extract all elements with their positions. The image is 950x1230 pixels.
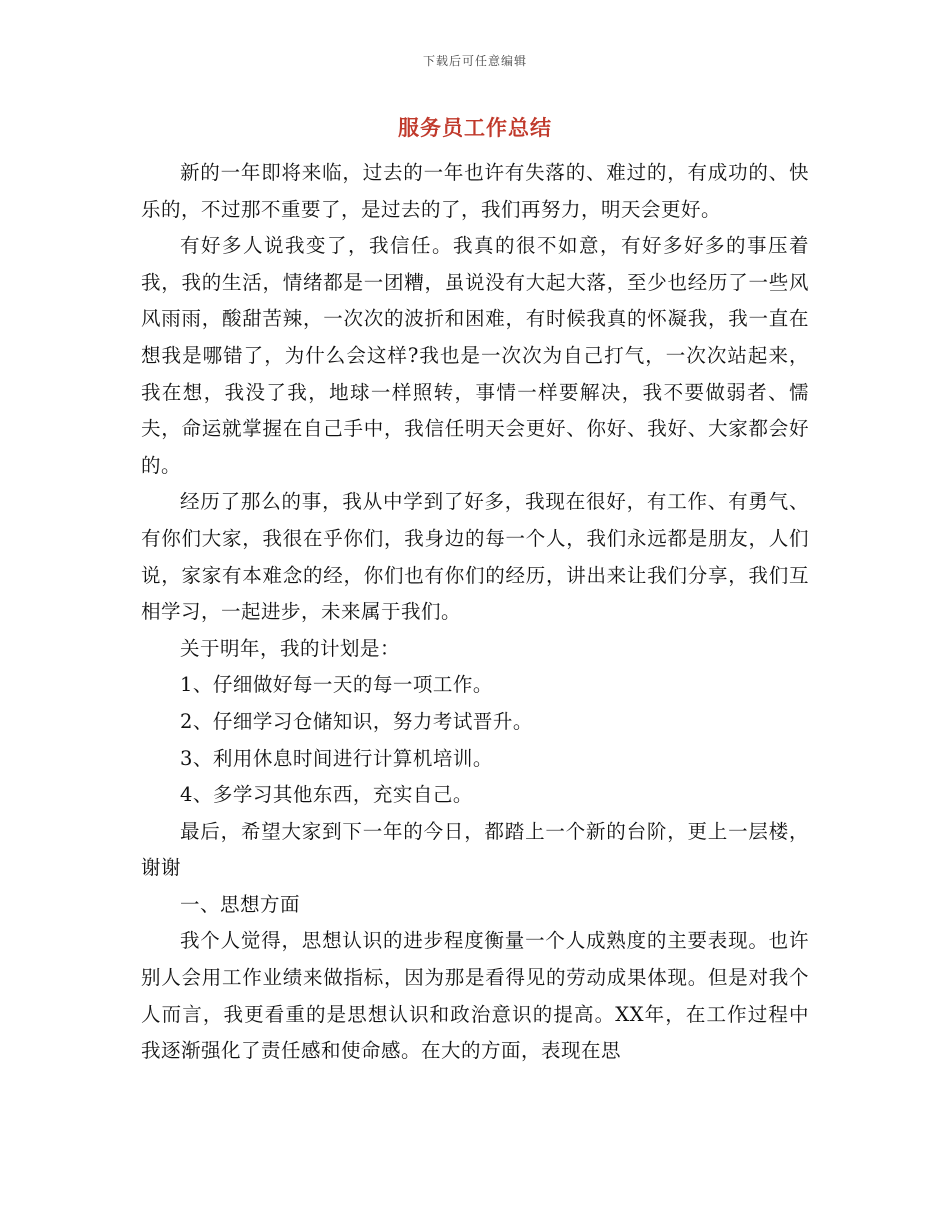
paragraph: 新的一年即将来临，过去的一年也许有失落的、难过的，有成功的、快乐的，不过那不重要了，是过去的了，我们再努力，明天会更好。	[141, 161, 809, 221]
section-heading: 一、思想方面	[180, 892, 301, 916]
paragraph: 我个人觉得，思想认识的进步程度衡量一个人成熟度的主要表现。也许别人会用工作业绩来做指标，因为那是看得见的劳动成果体现。但是对我个人而言，我更看重的是思想认识和政治意识的提高。XX年，在工作过程中我逐渐强化了责任感和使命感。在大的方面，表现在思	[141, 929, 809, 1063]
plan-item: 4、多学习其他东西，充实自己。	[180, 783, 473, 807]
paragraph: 经历了那么的事，我从中学到了好多，我现在很好，有工作、有勇气、有你们大家，我很在乎你们，我身边的每一个人，我们永远都是朋友，人们说，家家有本难念的经，你们也有你们的经历，讲出来让我们分享，我们互相学习，一起进步，未来属于我们。	[141, 490, 809, 624]
header-note: 下载后可任意编辑	[422, 54, 527, 68]
plan-item: 1、仔细做好每一天的每一项工作。	[180, 673, 493, 697]
document-title: 服务员工作总结	[398, 116, 552, 140]
paragraph: 关于明年，我的计划是：	[180, 636, 401, 660]
document-body	[141, 155, 809, 1070]
paragraph: 有好多人说我变了，我信任。我真的很不如意，有好多好多的事压着我，我的生活，情绪都是一团糟，虽说没有大起大落，至少也经历了一些风风雨雨，酸甜苦辣，一次次的波折和困难，有时候我真的怀凝我，我一直在想我是哪错了，为什么会这样?我也是一次次为自己打气，一次次站起来，我在想，我没了我，地球一样照转，事情一样要解决，我不要做弱者、懦夫，命运就掌握在自己手中，我信任明天会更好、你好、我好、大家都会好的。	[141, 234, 809, 477]
paragraph: 最后，希望大家到下一年的今日，都踏上一个新的台阶，更上一层楼，谢谢	[141, 819, 809, 880]
plan-item: 3、利用休息时间进行计算机培训。	[180, 746, 493, 770]
plan-item: 2、仔细学习仓储知识，努力考试晋升。	[180, 709, 533, 733]
